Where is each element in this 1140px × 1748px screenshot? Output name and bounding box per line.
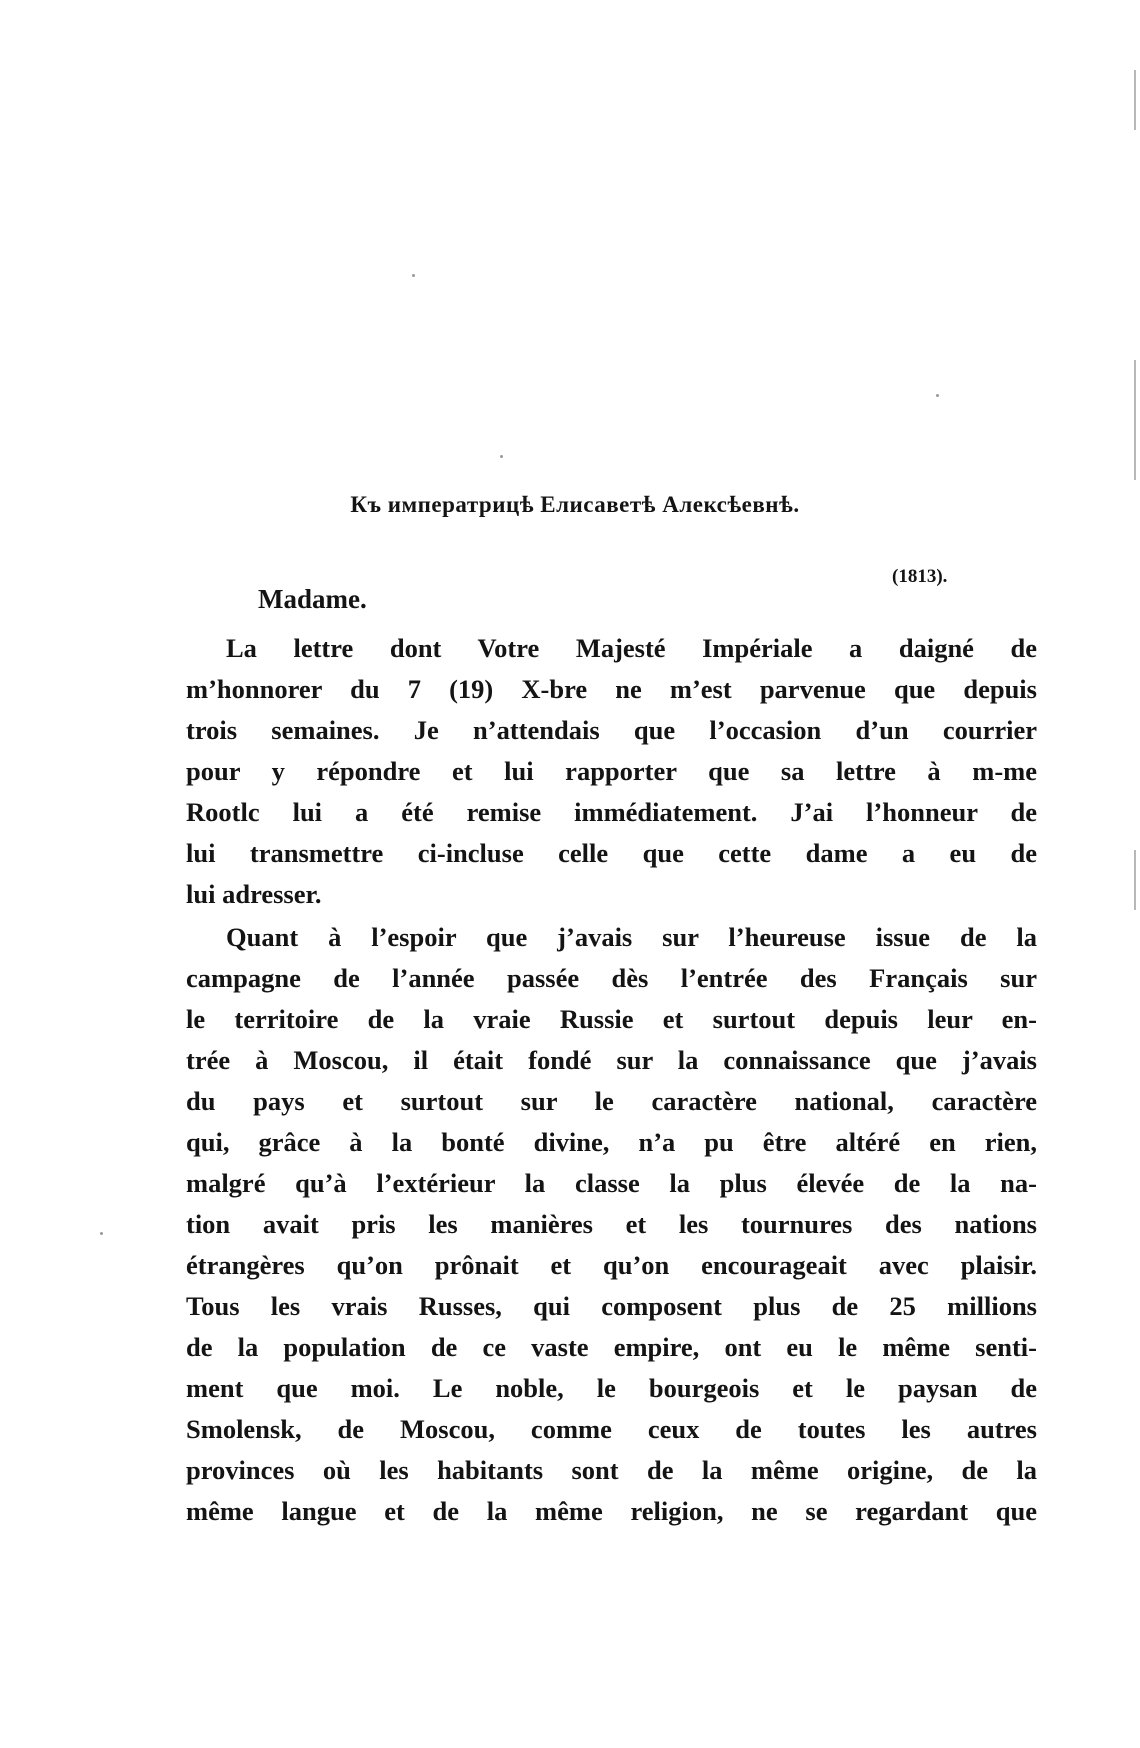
text-line: Rootlc lui a été remise immédiatement. J’ai l’honneur de bbox=[186, 797, 1037, 827]
scan-speck bbox=[412, 274, 415, 277]
text-line: tion avait pris les manières et les tournures des nations bbox=[186, 1209, 1037, 1239]
scan-edge-mark bbox=[1134, 70, 1136, 130]
paragraph-2 bbox=[186, 917, 1037, 1532]
text-line: même langue et de la même religion, ne se regardant que bbox=[186, 1496, 1037, 1526]
salutation: Madame. bbox=[258, 584, 367, 614]
text-line: qui, grâce à la bonté divine, n’a pu être altéré en rien, bbox=[186, 1127, 1037, 1157]
scan-speck bbox=[500, 455, 503, 458]
text-line: du pays et surtout sur le caractère national, caractère bbox=[186, 1086, 1037, 1116]
scan-speck bbox=[100, 1232, 103, 1235]
text-line: de la population de ce vaste empire, ont eu le même senti- bbox=[186, 1332, 1037, 1362]
scan-edge-mark bbox=[1134, 360, 1136, 480]
scan-speck bbox=[936, 394, 939, 397]
text-line: Smolensk, de Moscou, comme ceux de toutes les autres bbox=[186, 1414, 1037, 1444]
text-line: provinces où les habitants sont de la même origine, de la bbox=[186, 1455, 1037, 1485]
text-line: Tous les vrais Russes, qui composent plus de 25 millions bbox=[186, 1291, 1037, 1321]
text-line: lui transmettre ci-incluse celle que cette dame a eu de bbox=[186, 838, 1037, 868]
paragraph-1 bbox=[186, 628, 1037, 915]
text-line: trée à Moscou, il était fondé sur la connaissance que j’avais bbox=[186, 1045, 1037, 1075]
scan-edge-mark bbox=[1134, 850, 1136, 910]
text-line: malgré qu’à l’extérieur la classe la plus élevée de la na- bbox=[186, 1168, 1037, 1198]
text-line: pour y répondre et lui rapporter que sa lettre à m-me bbox=[186, 756, 1037, 786]
text-line: m’honnorer du 7 (19) X-bre ne m’est parvenue que depuis bbox=[186, 674, 1037, 704]
text-line: le territoire de la vraie Russie et surtout depuis leur en- bbox=[186, 1004, 1037, 1034]
text-line: lui adresser. bbox=[186, 879, 322, 909]
text-line: étrangères qu’on prônait et qu’on encourageait avec plaisir. bbox=[186, 1250, 1037, 1280]
text-line: La lettre dont Votre Majesté Impériale a daigné de bbox=[226, 633, 1037, 663]
letter-date: (1813). bbox=[892, 566, 948, 587]
letter-heading: Къ императрицѣ Елисаветѣ Алексѣевнѣ. bbox=[350, 492, 800, 517]
text-line: Quant à l’espoir que j’avais sur l’heureuse issue de la bbox=[226, 922, 1037, 952]
text-line: trois semaines. Je n’attendais que l’occasion d’un courrier bbox=[186, 715, 1037, 745]
text-line: campagne de l’année passée dès l’entrée des Français sur bbox=[186, 963, 1037, 993]
text-line: ment que moi. Le noble, le bourgeois et le paysan de bbox=[186, 1373, 1037, 1403]
